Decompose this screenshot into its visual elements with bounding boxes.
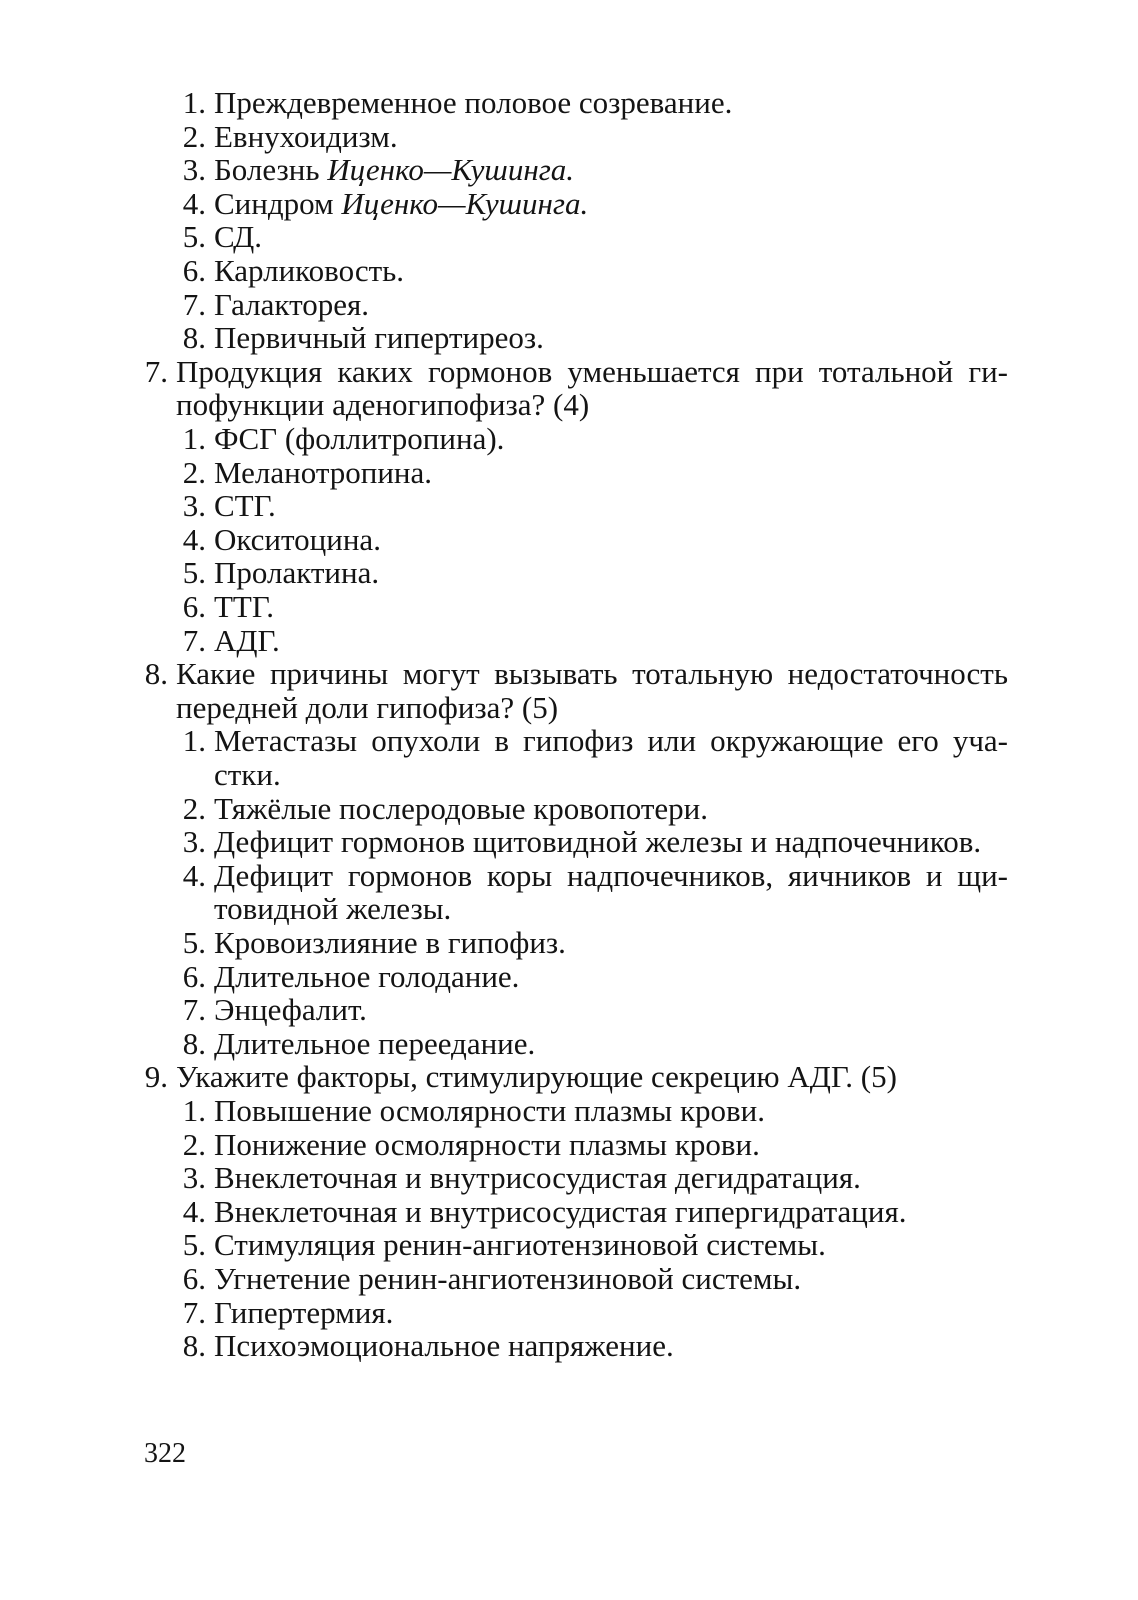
option-item	[182, 219, 263, 254]
item-number: 7.	[182, 992, 206, 1027]
option-item	[182, 1295, 394, 1330]
item-text: Метастазы опухоли в гипофиз или окружающие его уча-	[214, 723, 1008, 758]
item-text: Кровоизлияние в гипофиз.	[214, 925, 566, 960]
item-text: Продукция каких гормонов уменьшается при тотальной ги-	[176, 354, 1008, 389]
item-text: Синдром	[214, 186, 342, 221]
item-number: 3.	[182, 488, 206, 523]
item-number: 1.	[182, 421, 206, 456]
item-text: Длительное переедание.	[214, 1026, 536, 1061]
option-item	[182, 320, 544, 355]
item-number: 1.	[182, 85, 206, 120]
item-text: Окситоцина.	[214, 522, 381, 557]
option-item	[182, 824, 982, 859]
item-text-italic: Иценко—Кушинга.	[327, 152, 575, 187]
item-text: Меланотропина.	[214, 455, 433, 490]
item-text: Дефицит гормонов щитовидной железы и надпочечников.	[214, 824, 982, 859]
question-8-line	[176, 691, 558, 725]
item-number: 5.	[182, 219, 206, 254]
option-item	[182, 623, 280, 658]
item-text: Преждевременное половое созревание.	[214, 85, 733, 120]
option-item	[182, 522, 381, 557]
item-number: 2.	[182, 119, 206, 154]
item-number: 9.	[144, 1059, 168, 1094]
item-number: 6.	[182, 959, 206, 994]
option-item	[214, 892, 451, 926]
item-text: АДГ.	[214, 623, 280, 658]
question-7-line	[176, 388, 589, 422]
question-7-line	[144, 354, 1008, 389]
option-item	[182, 119, 398, 154]
item-number: 8.	[144, 656, 168, 691]
option-item	[214, 758, 281, 792]
item-text: Евнухоидизм.	[214, 119, 398, 154]
item-number: 6.	[182, 1261, 206, 1296]
option-item	[182, 287, 369, 322]
option-item	[182, 1328, 674, 1363]
item-text: Укажите факторы, стимулирующие секрецию АДГ. (5)	[176, 1059, 897, 1094]
page-number: 322	[144, 1438, 186, 1469]
item-number: 3.	[182, 152, 206, 187]
item-text: Тяжёлые послеродовые кровопотери.	[214, 791, 709, 826]
option-item	[182, 791, 709, 826]
item-number: 3.	[182, 1160, 206, 1195]
item-text: Понижение осмолярности плазмы крови.	[214, 1127, 760, 1162]
option-item	[182, 1026, 536, 1061]
option-item	[182, 186, 589, 221]
item-number: 4.	[182, 522, 206, 557]
option-item	[182, 992, 367, 1027]
item-number: 7.	[182, 623, 206, 658]
item-text: Дефицит гормонов коры надпочечников, яичников и щи-	[214, 858, 1008, 893]
item-text: пофункции аденогипофиза? (4)	[176, 387, 590, 422]
item-number: 8.	[182, 320, 206, 355]
item-text: Стимуляция ренин-ангиотензиновой системы.	[214, 1227, 826, 1262]
item-number: 4.	[182, 1194, 206, 1229]
item-number: 7.	[182, 1295, 206, 1330]
item-text: Пролактина.	[214, 555, 380, 590]
option-item	[182, 152, 575, 187]
option-item	[182, 488, 276, 523]
option-item	[182, 253, 405, 288]
item-number: 8.	[182, 1026, 206, 1061]
item-text: Психоэмоциональное напряжение.	[214, 1328, 674, 1363]
item-number: 4.	[182, 858, 206, 893]
option-item	[182, 589, 275, 624]
item-text: Длительное голодание.	[214, 959, 520, 994]
option-item	[182, 1227, 826, 1262]
item-text: Энцефалит.	[214, 992, 367, 1027]
question-8-line	[144, 656, 1008, 691]
item-number: 2.	[182, 455, 206, 490]
item-number: 1.	[182, 723, 206, 758]
item-text: ФСГ (фоллитропина).	[214, 421, 505, 456]
question-9-line	[144, 1059, 897, 1094]
item-number: 6.	[182, 589, 206, 624]
item-number: 3.	[182, 824, 206, 859]
item-text: Какие причины могут вызывать тотальную недостаточность	[176, 656, 1008, 691]
option-item	[182, 1194, 907, 1229]
option-item	[182, 858, 1008, 893]
option-item	[182, 85, 733, 120]
item-text: Внеклеточная и внутрисосудистая дегидратация.	[214, 1160, 861, 1195]
option-item	[182, 1261, 802, 1296]
item-number: 8.	[182, 1328, 206, 1363]
item-text: Повышение осмолярности плазмы крови.	[214, 1093, 766, 1128]
option-item	[182, 959, 520, 994]
item-number: 4.	[182, 186, 206, 221]
item-text: товидной железы.	[214, 891, 452, 926]
item-number: 5.	[182, 925, 206, 960]
item-number: 2.	[182, 791, 206, 826]
option-item	[182, 1127, 760, 1162]
item-text: Галакторея.	[214, 287, 369, 322]
item-number: 7.	[182, 287, 206, 322]
option-item	[182, 1093, 766, 1128]
item-number: 5.	[182, 1227, 206, 1262]
item-number: 7.	[144, 354, 168, 389]
option-item	[182, 455, 433, 490]
item-text: стки.	[214, 757, 281, 792]
item-text: Первичный гипертиреоз.	[214, 320, 544, 355]
item-text: Карликовость.	[214, 253, 405, 288]
item-text: Гипертермия.	[214, 1295, 394, 1330]
item-text: Внеклеточная и внутрисосудистая гипергидратация.	[214, 1194, 907, 1229]
item-text: ТТГ.	[214, 589, 275, 624]
item-number: 6.	[182, 253, 206, 288]
item-text: СД.	[214, 219, 263, 254]
item-text: СТГ.	[214, 488, 276, 523]
item-text: передней доли гипофиза? (5)	[176, 690, 559, 725]
option-item	[182, 723, 1008, 758]
item-number: 5.	[182, 555, 206, 590]
item-text-italic: Иценко—Кушинга.	[341, 186, 589, 221]
item-text: Болезнь	[214, 152, 328, 187]
option-item	[182, 555, 380, 590]
option-item	[182, 421, 505, 456]
item-text: Угнетение ренин-ангиотензиновой системы.	[214, 1261, 802, 1296]
option-item	[182, 1160, 861, 1195]
item-number: 1.	[182, 1093, 206, 1128]
item-number: 2.	[182, 1127, 206, 1162]
option-item	[182, 925, 566, 960]
